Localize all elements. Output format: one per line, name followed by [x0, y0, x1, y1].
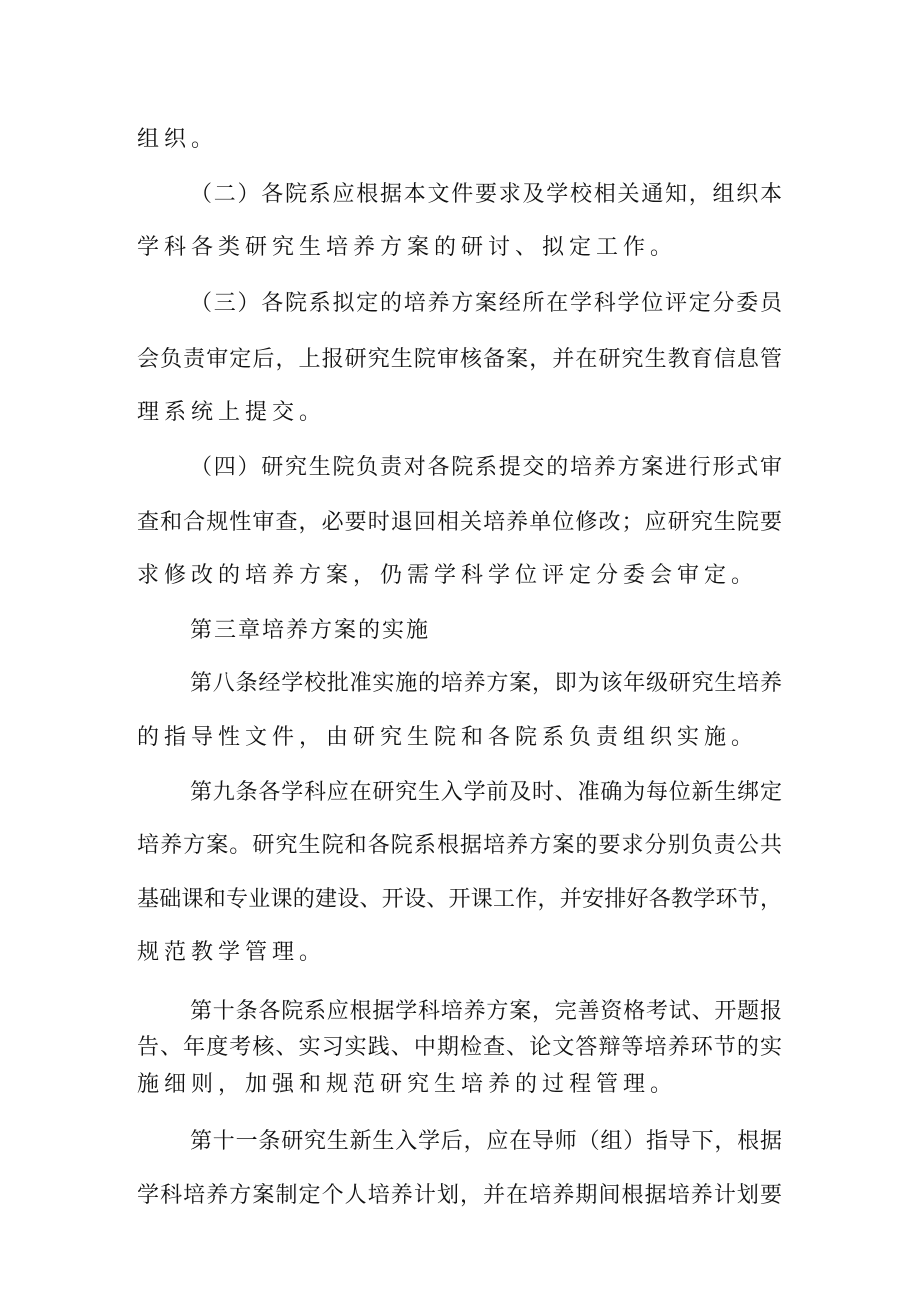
- text-line: （三）各院系拟定的培养方案经所在学科学位评定分委员: [190, 291, 782, 316]
- text-line: 学科各类研究生培养方案的研讨、拟定工作。: [137, 235, 678, 260]
- text-line: 第九条各学科应在研究生入学前及时、准确为每位新生绑定: [190, 780, 782, 805]
- text-line: 求修改的培养方案，仍需学科学位评定分委会审定。: [137, 563, 759, 588]
- text-line: 学科培养方案制定个人培养计划，并在培养期间根据培养计划要: [137, 1183, 782, 1208]
- text-line: 会负责审定后，上报研究生院审核备案，并在研究生教育信息管: [137, 347, 782, 372]
- text-line: 查和合规性审查，必要时退回相关培养单位修改；应研究生院要: [137, 510, 782, 535]
- text-line: 的指导性文件，由研究生院和各院系负责组织实施。: [137, 725, 759, 750]
- text-line: 培养方案。研究生院和各院系根据培养方案的要求分别负责公共: [137, 833, 782, 858]
- text-line: 规范教学管理。: [137, 940, 327, 965]
- text-line: （四）研究生院负责对各院系提交的培养方案进行形式审: [190, 455, 782, 480]
- text-line: 告、年度考核、实习实践、中期检查、论文答辩等培养环节的实: [137, 1035, 782, 1060]
- text-line: 理系统上提交。: [137, 400, 327, 425]
- text-line: 第十一条研究生新生入学后，应在导师（组）指导下，根据: [190, 1129, 782, 1154]
- text-line: 第十条各院系应根据学科培养方案，完善资格考试、开题报: [190, 999, 782, 1024]
- text-line: 组织。: [137, 127, 219, 152]
- text-line: 第八条经学校批准实施的培养方案，即为该年级研究生培养: [190, 671, 782, 696]
- chapter-heading: 第三章培养方案的实施: [190, 618, 431, 643]
- text-line: 施细则，加强和规范研究生培养的过程管理。: [137, 1072, 678, 1097]
- text-line: （二）各院系应根据本文件要求及学校相关通知，组织本: [190, 182, 782, 207]
- text-line: 基础课和专业课的建设、开设、开课工作，并安排好各教学环节，: [137, 887, 782, 912]
